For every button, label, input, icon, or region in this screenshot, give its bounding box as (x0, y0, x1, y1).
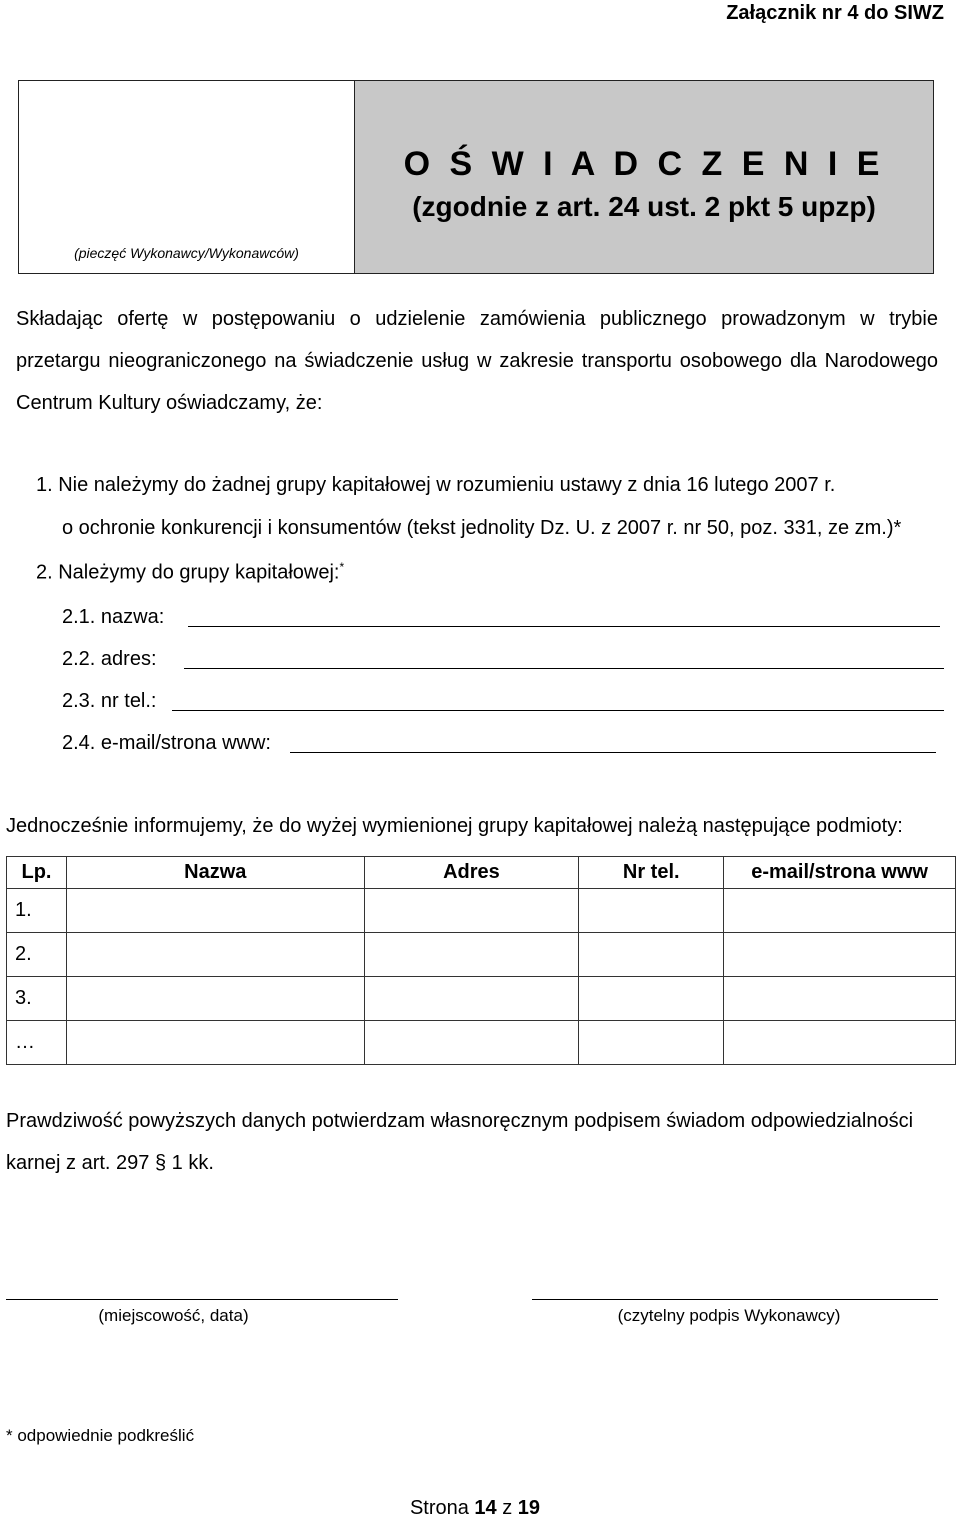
table-header-row (7, 857, 956, 889)
title-cell (355, 81, 933, 273)
signature-label: (czytelny podpis Wykonawcy) (617, 1306, 841, 1325)
table-row (7, 1021, 956, 1065)
intro-paragraph: Składając ofertę w postępowaniu o udzielenie zamówienia publicznego prowadzonym w trybie przetargu nieograniczonego na świadczenie usług w zakresie transportu osobowego dla Narodowego Centrum Kultury oświadczamy, że: (16, 308, 938, 414)
stamp-cell (19, 81, 355, 273)
item-2 (36, 560, 344, 585)
header-box (18, 80, 934, 274)
cell-email[interactable] (724, 889, 956, 933)
document-title: O Ś W I A D C Z E N I E (403, 145, 885, 183)
place-date-label: (miejscowość, data) (98, 1306, 249, 1325)
name-fill-line[interactable] (188, 626, 940, 627)
item-2-3-label: 2.3. nr tel.: (62, 690, 157, 712)
header-email: e-mail/strona www (724, 857, 956, 889)
item-2-1-label: 2.1. nazwa: (62, 606, 165, 628)
table-row (7, 889, 956, 933)
statement-paragraph: Prawdziwość powyższych danych potwierdzam własnoręcznym podpisem świadom odpowiedzialności karnej z art. 297 § 1 kk. (6, 1110, 914, 1174)
annex-label: Załącznik nr 4 do SIWZ (726, 2, 944, 24)
table-row (7, 933, 956, 977)
cell-name[interactable] (66, 1021, 364, 1065)
row-number: … (7, 1021, 67, 1065)
cell-email[interactable] (724, 977, 956, 1021)
cell-name[interactable] (66, 889, 364, 933)
item-1-line-2: o ochronie konkurencji i konsumentów (tekst jednolity Dz. U. z 2007 r. nr 50, poz. 331, ze zm.)* (62, 517, 902, 539)
cell-name[interactable] (66, 977, 364, 1021)
place-date-line[interactable] (6, 1299, 398, 1300)
cell-phone[interactable] (579, 933, 724, 977)
item-2-2-label: 2.2. adres: (62, 648, 157, 670)
page-footer (0, 1497, 950, 1520)
cell-email[interactable] (724, 1021, 956, 1065)
stamp-label: (pieczęć Wykonawcy/Wykonawców) (74, 245, 299, 261)
entities-table (6, 856, 956, 1065)
table-row (7, 977, 956, 1021)
cell-name[interactable] (66, 933, 364, 977)
footer-prefix: Strona (409, 1497, 475, 1519)
header-name: Nazwa (66, 857, 364, 889)
item-2-4-label: 2.4. e-mail/strona www: (62, 732, 271, 754)
item-2-footnote-mark: * (339, 560, 345, 574)
header-lp: Lp. (7, 857, 67, 889)
item-2-text: 2. Należymy do grupy kapitałowej: (36, 561, 340, 584)
row-number: 1. (7, 889, 67, 933)
cell-phone[interactable] (579, 977, 724, 1021)
footer-mid: z (496, 1497, 518, 1519)
cell-address[interactable] (364, 889, 579, 933)
info-line: Jednocześnie informujemy, że do wyżej wymienionej grupy kapitałowej należą następujące podmioty: (6, 815, 903, 837)
total-pages: 19 (517, 1497, 541, 1519)
cell-address[interactable] (364, 1021, 579, 1065)
item-1-line-1: 1. Nie należymy do żadnej grupy kapitałowej w rozumieniu ustawy z dnia 16 lutego 2007 r. (36, 474, 836, 496)
email-fill-line[interactable] (290, 752, 936, 753)
cell-address[interactable] (364, 933, 579, 977)
cell-phone[interactable] (579, 1021, 724, 1065)
address-fill-line[interactable] (184, 668, 944, 669)
footnote: * odpowiednie podkreślić (6, 1426, 195, 1445)
document-subtitle: (zgodnie z art. 24 ust. 2 pkt 5 upzp) (412, 191, 876, 222)
signature-line[interactable] (532, 1299, 938, 1300)
current-page: 14 (474, 1497, 497, 1519)
cell-address[interactable] (364, 977, 579, 1021)
phone-fill-line[interactable] (172, 710, 944, 711)
header-phone: Nr tel. (579, 857, 724, 889)
cell-phone[interactable] (579, 889, 724, 933)
row-number: 3. (7, 977, 67, 1021)
row-number: 2. (7, 933, 67, 977)
cell-email[interactable] (724, 933, 956, 977)
header-address: Adres (364, 857, 579, 889)
